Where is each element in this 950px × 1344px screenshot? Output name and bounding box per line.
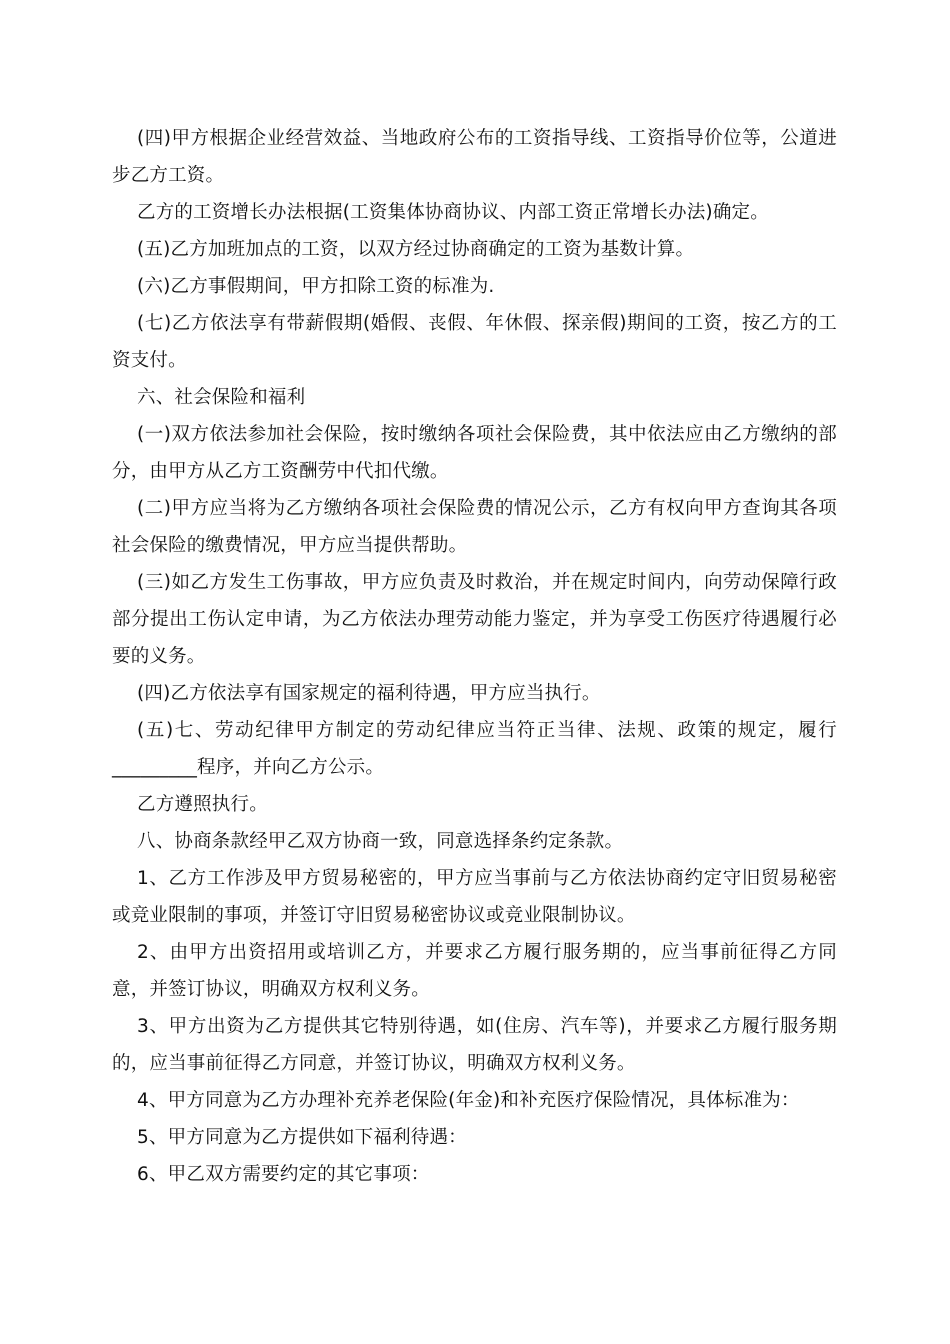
paragraph-compliance: 乙方遵照执行。: [137, 794, 268, 815]
paragraph-overtime-pay: (五)乙方加班加点的工资，以双方经过协商确定的工资为基数计算。: [137, 239, 695, 260]
paragraph-insurance-disclosure: (二)甲方应当将为乙方缴纳各项社会保险费的情况公示，乙方有权向甲方查询其各项社会保险的缴费情况，甲方应当提供帮助。: [112, 498, 837, 556]
clause-welfare-benefits: 5、甲方同意为乙方提供如下福利待遇：: [137, 1127, 467, 1148]
paragraph-paid-leave: (七)乙方依法享有带薪假期(婚假、丧假、年休假、探亲假)期间的工资，按乙方的工资支付。: [112, 313, 837, 371]
section-heading-negotiated-terms: 八、协商条款经甲乙双方协商一致，同意选择条约定条款。: [137, 831, 624, 852]
paragraph-labor-discipline: (五)七、劳动纪律甲方制定的劳动纪律应当符正当律、法规、政策的规定，履行_________程序，并向乙方公示。: [112, 720, 837, 778]
clause-training-service-period: 2、由甲方出资招用或培训乙方，并要求乙方履行服务期的，应当事前征得乙方同意，并签订协议，明确双方权利义务。: [112, 942, 837, 1000]
paragraph-work-injury: (三)如乙方发生工伤事故，甲方应负责及时救治，并在规定时间内，向劳动保障行政部分提出工伤认定申请，为乙方依法办理劳动能力鉴定，并为享受工伤医疗待遇履行必要的义务。: [112, 572, 837, 667]
paragraph-personal-leave: (六)乙方事假期间，甲方扣除工资的标准为.: [137, 276, 495, 297]
clause-other-matters: 6、甲乙双方需要约定的其它事项：: [137, 1164, 430, 1185]
paragraph-wage-adjustment: (四)甲方根据企业经营效益、当地政府公布的工资指导线、工资指导价位等，公道进步乙方工资。: [112, 128, 837, 186]
section-heading-social-insurance: 六、社会保险和福利: [137, 387, 306, 408]
clause-special-benefits: 3、甲方出资为乙方提供其它特别待遇，如(住房、汽车等)，并要求乙方履行服务期的，应当事前征得乙方同意，并签订协议，明确双方权利义务。: [112, 1016, 837, 1074]
paragraph-wage-growth-method: 乙方的工资增长办法根据(工资集体协商协议、内部工资正常增长办法)确定。: [137, 202, 769, 223]
clause-trade-secrets: 1、乙方工作涉及甲方贸易秘密的，甲方应当事前与乙方依法协商约定守旧贸易秘密或竞业限制的事项，并签订守旧贸易秘密协议或竞业限制协议。: [112, 868, 837, 926]
clause-supplementary-insurance: 4、甲方同意为乙方办理补充养老保险(年金)和补充医疗保险情况，具体标准为：: [137, 1090, 800, 1111]
paragraph-welfare: (四)乙方依法享有国家规定的福利待遇，甲方应当执行。: [137, 683, 601, 704]
contract-text-body: [112, 120, 837, 1193]
paragraph-insurance-participation: (一)双方依法参加社会保险，按时缴纳各项社会保险费，其中依法应由乙方缴纳的部分，由甲方从乙方工资酬劳中代扣代缴。: [112, 424, 837, 482]
